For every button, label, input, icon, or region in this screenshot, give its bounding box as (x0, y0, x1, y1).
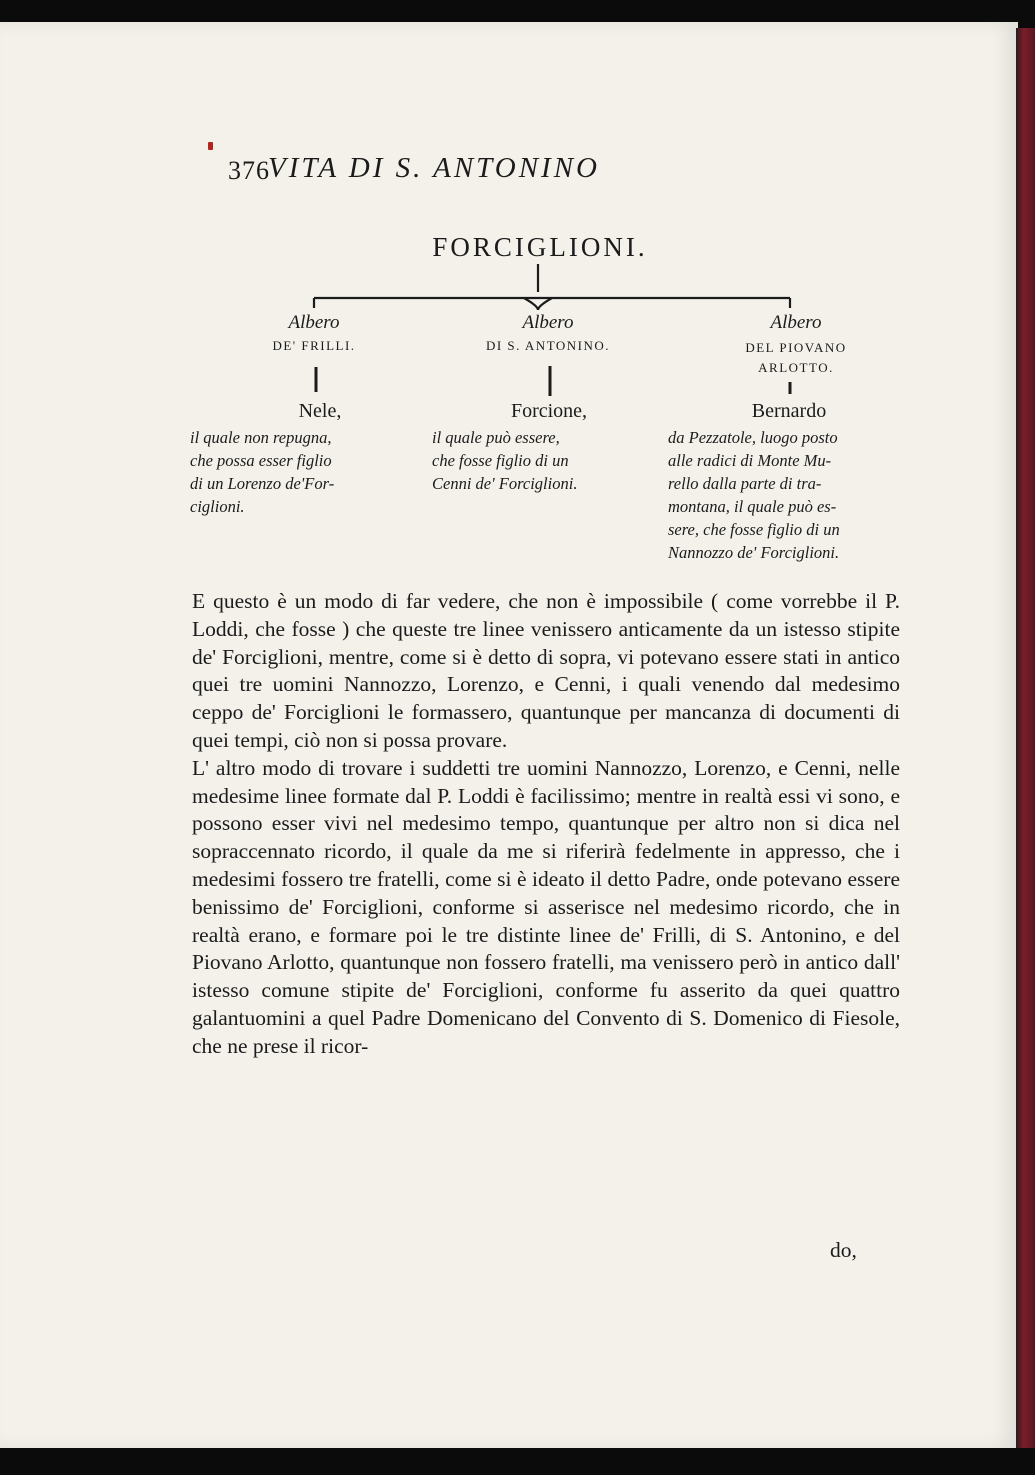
note-line: montana, il quale può es- (668, 497, 837, 516)
note-line: sere, che fosse figlio di un (668, 520, 840, 539)
paragraph-2: L' altro modo di trovare i suddetti tre uomini Nannozzo, Lorenzo, e Cenni, nelle medesime linee formate dal P. Loddi è facilissimo; mentre in realtà essi vi sono, e possono esser vivi nel medesimo tempo, quantunque per altro non si dica nel sopraccennato ricordo, il quale da me si riferirà fedelmente in appresso, che i medesimi fossero tre fratelli, come si è ideato il detto Padre, onde potevano essere benissimo de' Forciglioni, conforme si asserisce nel medesimo ricordo, che in realtà erano, e formare poi le tre distinte linee de' Frilli, di S. Antonino, e del Piovano Arlotto, quantunque non fossero fratelli, ma venissero però in antico dall' istesso comune stipite de' Forciglioni, conforme fu asserito da quei quattro galantuomini a quel Padre Domenicano del Convento di S. Domenico di Fiesole, che ne prese il ricor- (192, 755, 900, 1058)
note-line: di un Lorenzo de'For- (190, 474, 335, 493)
note-antonino (432, 426, 644, 495)
branch-albero-label: Albero (288, 312, 340, 333)
page-number: 376 (228, 156, 270, 185)
branch-albero-label: Albero (522, 312, 574, 333)
note-line: alle radici di Monte Mu- (668, 451, 832, 470)
branch-name: DEL PIOVANO ARLOTTO. (745, 340, 847, 375)
branch-albero-label: Albero (770, 312, 822, 333)
note-line: da Pezzatole, luogo posto (668, 428, 838, 447)
paragraph-1: E questo è un modo di far vedere, che non è impossibile ( come vorrebbe il P. Loddi, che fosse ) che queste tre linee venissero anticamente da un istesso stipite de' Forciglioni, mentre, come si è detto di sopra, vi potevano essere stati in antico quei tre uomini Nannozzo, Lorenzo, e Cenni, i quali venendo dal medesimo ceppo de' Forciglioni le formassero, quantunque per mancanza di documenti di quei tempi, ciò non si possa provare. (192, 589, 900, 752)
person-nele: Nele, (298, 400, 342, 422)
tree-junction (524, 298, 552, 310)
person-forcione: Forcione, (510, 400, 588, 422)
note-line: rello dalla parte di tra- (668, 474, 822, 493)
branch-frilli (254, 312, 374, 354)
note-line: che fosse figlio di un (432, 451, 569, 470)
branch-arlotto (716, 312, 876, 378)
note-line: che possa esser figlio (190, 451, 332, 470)
note-line: ciglioni. (190, 497, 245, 516)
body-text (192, 588, 900, 1061)
book-edge (1016, 28, 1035, 1448)
branch-name: DE' FRILLI. (272, 338, 356, 353)
note-line: il quale può essere, (432, 428, 560, 447)
branch-name: DI S. ANTONINO. (485, 338, 611, 353)
note-line: il quale non repugna, (190, 428, 332, 447)
person-bernardo: Bernardo (751, 400, 827, 422)
note-arlotto (668, 426, 908, 564)
running-title: VITA DI S. ANTONINO (268, 152, 601, 184)
note-frilli (190, 426, 412, 518)
branch-antonino (448, 312, 648, 354)
family-title: FORCIGLIONI. (432, 232, 648, 262)
catchword: do, (830, 1238, 857, 1262)
note-line: Nannozzo de' Forciglioni. (668, 543, 840, 562)
note-line: Cenni de' Forciglioni. (432, 474, 578, 493)
